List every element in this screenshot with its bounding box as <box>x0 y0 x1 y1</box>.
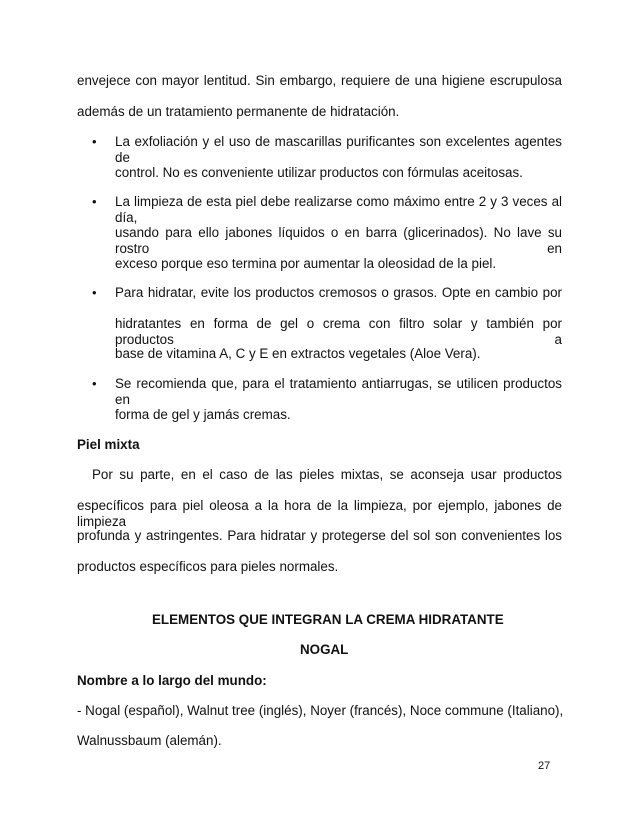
paragraph-line: - Nogal (español), Walnut tree (inglés), Noyer (francés), Noce commune (Italiano), <box>77 703 564 718</box>
bullet-line: usando para ello jabones líquidos o en barra (glicerinados). No lave su rostro en <box>115 225 562 256</box>
bullet-icon: • <box>92 285 97 300</box>
bullet-icon: • <box>92 134 97 149</box>
paragraph-line: profunda y astringentes. Para hidratar y protegerse del sol son convenientes los <box>77 528 562 543</box>
paragraph-line: específicos para piel oleosa a la hora de la limpieza, por ejemplo, jabones de limpieza <box>77 498 562 529</box>
nogal-heading: NOGAL <box>300 642 349 657</box>
bullet-icon: • <box>92 194 97 209</box>
paragraph-line: además de un tratamiento permanente de hidratación. <box>77 104 400 119</box>
paragraph-line: Walnussbaum (alemán). <box>77 733 222 748</box>
bullet-line: base de vitamina A, C y E en extractos vegetales (Aloe Vera). <box>115 346 481 361</box>
paragraph-line: productos específicos para pieles normales. <box>77 559 339 574</box>
bullet-icon: • <box>92 376 97 391</box>
bullet-line: La limpieza de esta piel debe realizarse como máximo entre 2 y 3 veces al día, <box>115 194 562 225</box>
section-heading: Piel mixta <box>77 437 140 452</box>
bullet-line: hidratantes en forma de gel o crema con filtro solar y también por productos a <box>115 316 562 347</box>
bullet-line: control. No es conveniente utilizar productos con fórmulas aceitosas. <box>115 165 523 180</box>
bullet-line: forma de gel y jamás cremas. <box>115 407 291 422</box>
names-heading: Nombre a lo largo del mundo: <box>77 673 267 688</box>
bullet-line: Se recomienda que, para el tratamiento antiarrugas, se utilicen productos en <box>115 376 562 407</box>
paragraph-line: Por su parte, en el caso de las pieles mixtas, se aconseja usar productos <box>92 467 562 482</box>
paragraph-line: envejece con mayor lentitud. Sin embargo, requiere de una higiene escrupulosa <box>77 73 562 88</box>
bullet-line: Para hidratar, evite los productos cremosos o grasos. Opte en cambio por <box>115 285 562 300</box>
bullet-line: La exfoliación y el uso de mascarillas purificantes son excelentes agentes de <box>115 134 562 165</box>
bullet-line: exceso porque eso termina por aumentar la oleosidad de la piel. <box>115 256 497 271</box>
elements-heading: ELEMENTOS QUE INTEGRAN LA CREMA HIDRATANTE <box>152 612 504 627</box>
page-number: 27 <box>538 760 551 772</box>
